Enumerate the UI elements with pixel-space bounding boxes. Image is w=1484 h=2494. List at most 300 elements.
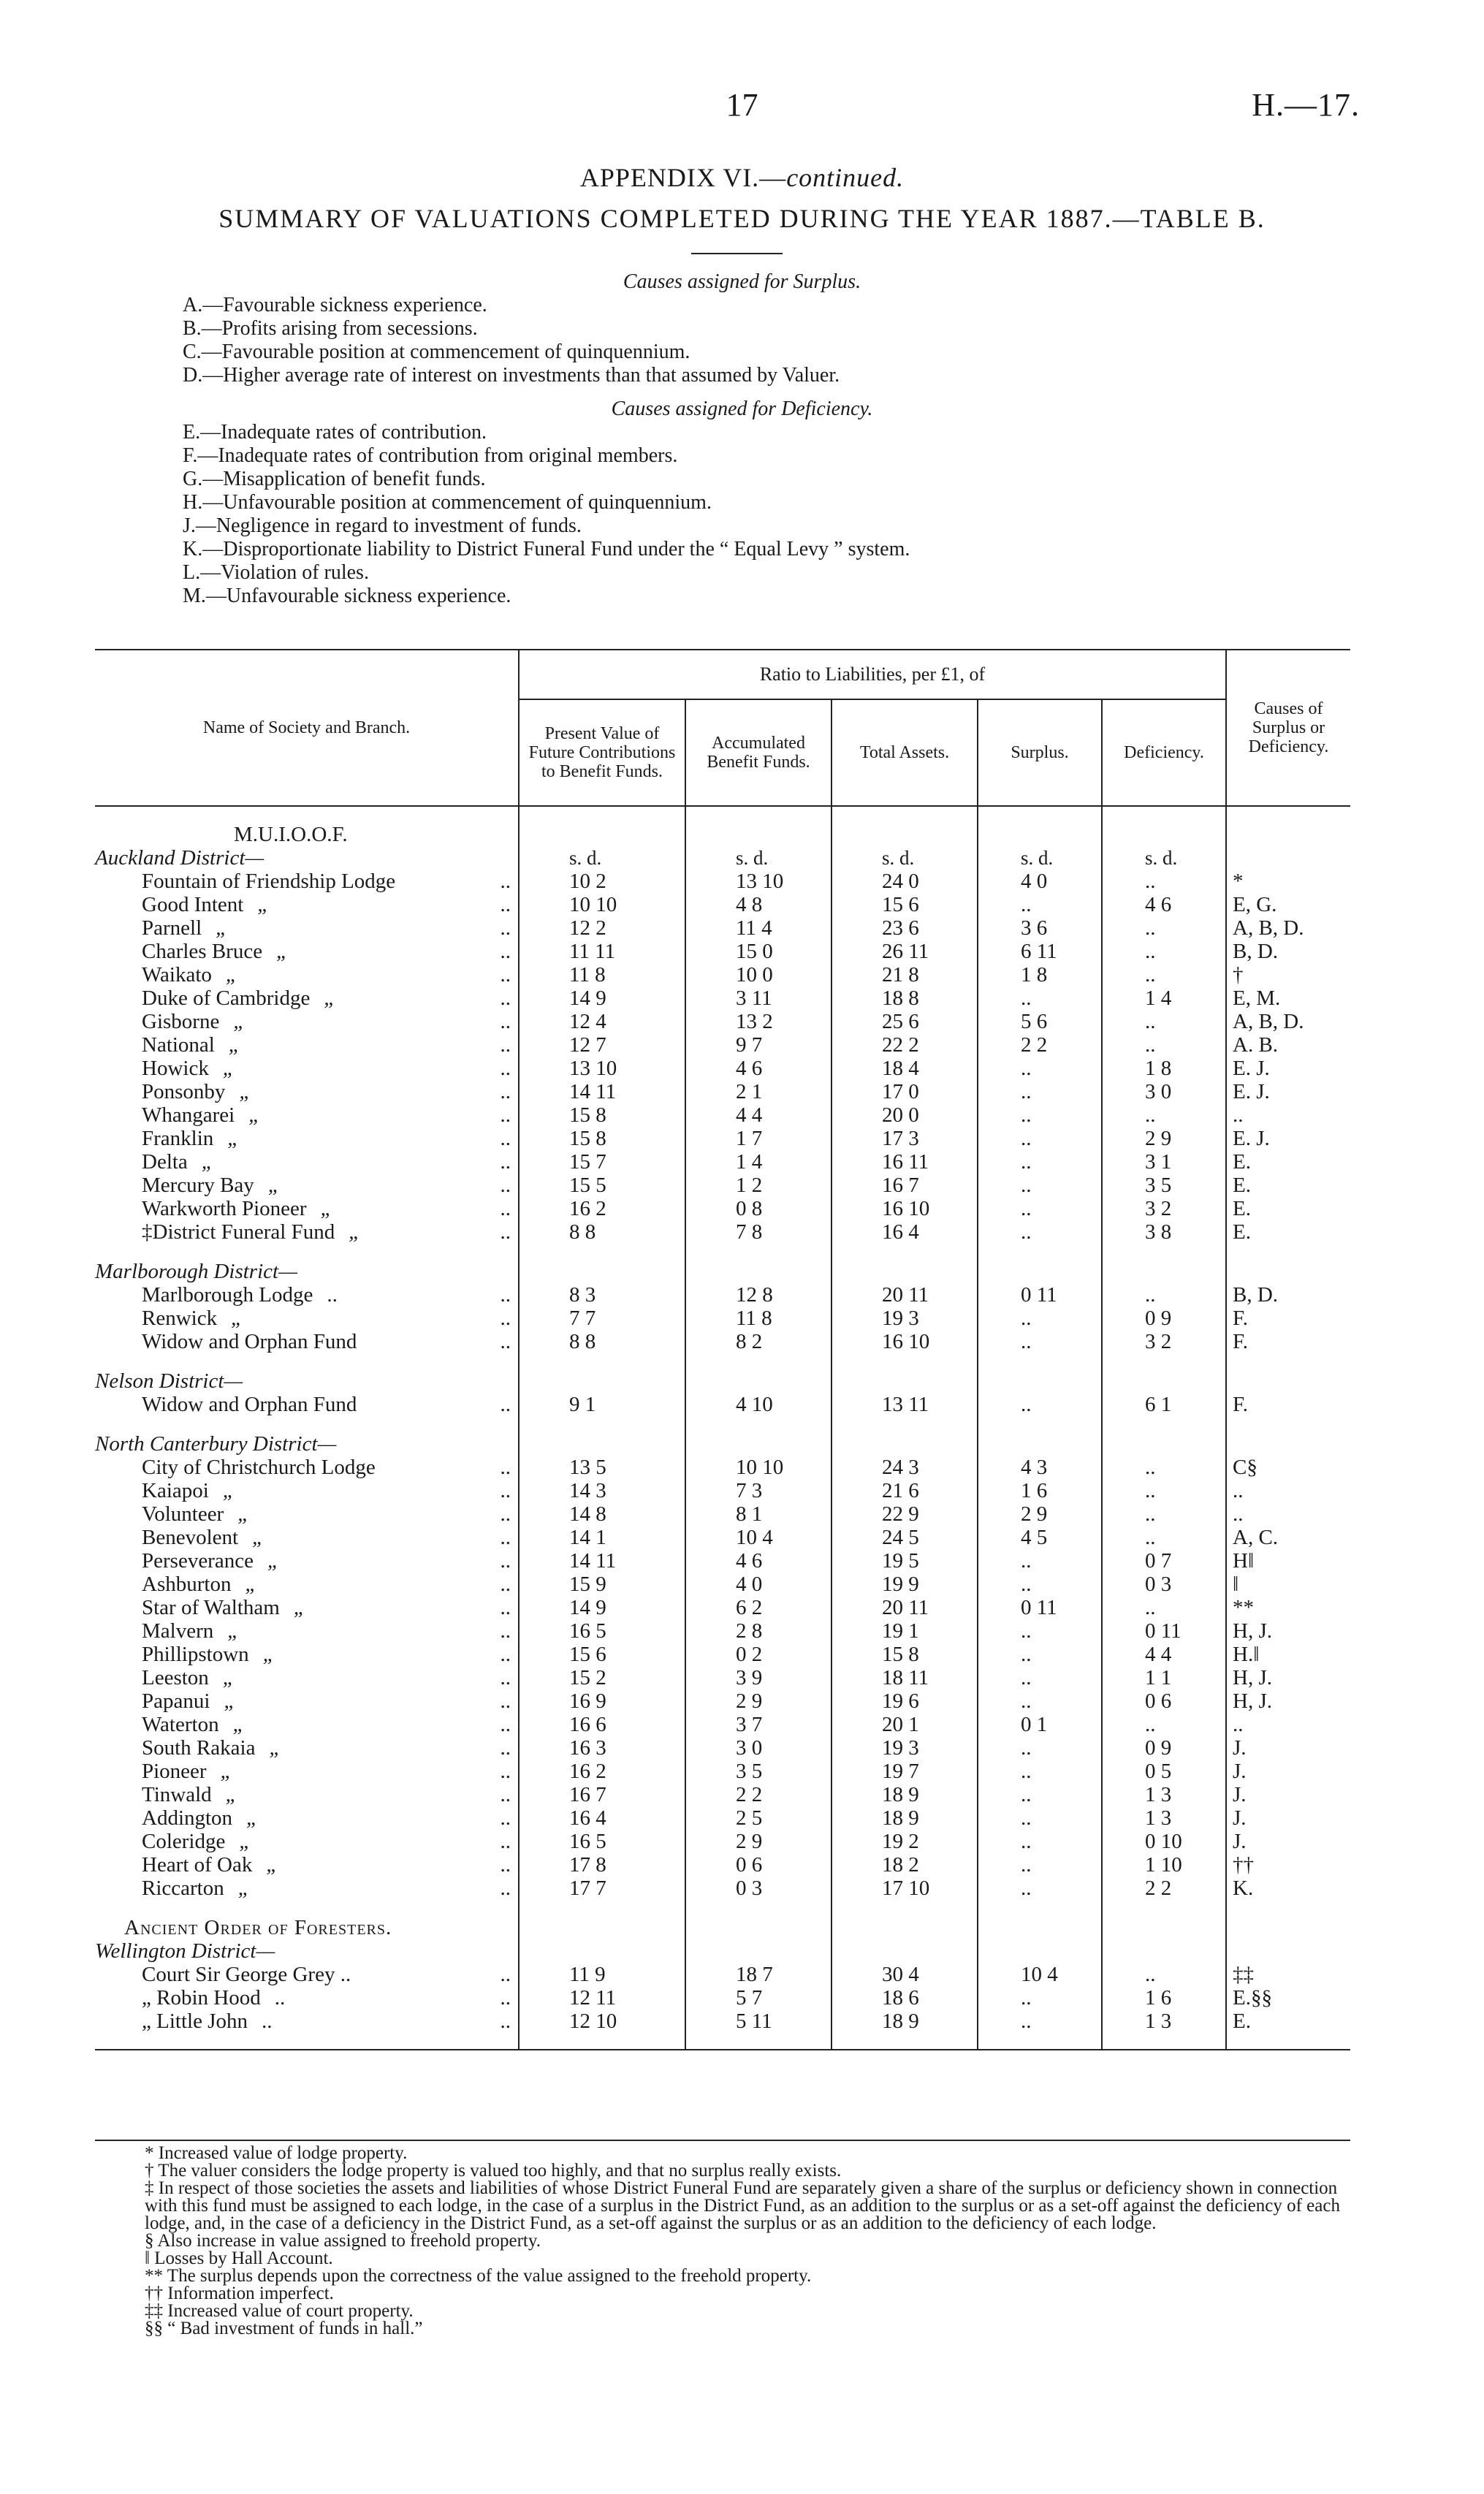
branch-name-cell — [95, 986, 519, 1010]
unit-label: s. d. — [1102, 846, 1226, 870]
branch-name-cell — [95, 1150, 519, 1174]
causes-value: A. B. — [1233, 1033, 1279, 1057]
future-contrib-value: 15 8 — [519, 1127, 685, 1150]
branch-name: South Rakaia — [142, 1736, 256, 1760]
branch-name: Ponsonby — [142, 1080, 226, 1103]
col-accum-header: Accumulated Benefit Funds. — [685, 699, 832, 806]
branch-name: ‡District Funeral Fund — [142, 1220, 335, 1244]
causes-value: ‖ — [1233, 1573, 1239, 1596]
future-contrib-value: 15 2 — [519, 1666, 685, 1689]
branch-name: Waikato — [142, 963, 212, 986]
surplus-value: .. — [978, 1393, 1102, 1416]
deficiency-value: 1 3 — [1102, 1783, 1226, 1806]
deficiency-value: 2 9 — [1102, 1127, 1226, 1150]
branch-name-cell — [95, 1736, 519, 1760]
deficiency-value: 3 2 — [1102, 1330, 1226, 1353]
accum-funds-value: 10 0 — [685, 963, 832, 986]
branch-name: Parnell — [142, 916, 202, 940]
footnote: ‖ Losses by Hall Account. — [145, 2248, 333, 2268]
leader-dots: .. — [500, 1103, 511, 1127]
ditto-mark: .. — [327, 1283, 338, 1307]
total-assets-value: 16 4 — [832, 1220, 978, 1244]
deficiency-value: 0 6 — [1102, 1689, 1226, 1713]
causes-value: .. — [1233, 1713, 1244, 1736]
district-heading: Wellington District— — [95, 1939, 519, 1963]
total-assets-value: 21 8 — [832, 963, 978, 986]
surplus-value: .. — [978, 1986, 1102, 2010]
deficiency-value: .. — [1102, 916, 1226, 940]
branch-name-cell — [95, 1502, 519, 1526]
unit-label: s. d. — [685, 846, 832, 870]
surplus-value: .. — [978, 1330, 1102, 1353]
table-row — [95, 1619, 1350, 1643]
leader-dots: .. — [500, 1197, 511, 1220]
table-row — [95, 1330, 1350, 1353]
ditto-mark: „ — [224, 1689, 236, 1713]
deficiency-value: .. — [1102, 1479, 1226, 1502]
table-row — [95, 916, 1350, 940]
deficiency-value: .. — [1102, 940, 1226, 963]
leader-dots: .. — [500, 1307, 511, 1330]
branch-name: Papanui — [142, 1689, 210, 1713]
deficiency-value: 1 1 — [1102, 1666, 1226, 1689]
ditto-mark: „ — [233, 1010, 246, 1033]
society-name: Ancient Order of Foresters. — [95, 1916, 519, 1939]
table-row — [95, 1220, 1350, 1244]
future-contrib-value: 12 11 — [519, 1986, 685, 2010]
accum-funds-value: 10 4 — [685, 1526, 832, 1549]
causes-value: J. — [1233, 1783, 1247, 1806]
future-contrib-value: 14 9 — [519, 986, 685, 1010]
future-contrib-value: 14 8 — [519, 1502, 685, 1526]
deficiency-value: .. — [1102, 1502, 1226, 1526]
table-row — [95, 1549, 1350, 1573]
col-name-header: Name of Society and Branch. — [95, 650, 519, 806]
future-contrib-value: 16 9 — [519, 1689, 685, 1713]
deficiency-cause: G.—Misapplication of benefit funds. — [183, 468, 486, 490]
future-contrib-value: 14 11 — [519, 1549, 685, 1573]
district-heading: North Canterbury District— — [95, 1432, 519, 1456]
branch-name: Renwick — [142, 1307, 218, 1330]
total-assets-value: 18 9 — [832, 2010, 978, 2033]
deficiency-cause: E.—Inadequate rates of contribution. — [183, 421, 487, 444]
branch-name-cell — [95, 1010, 519, 1033]
table-row — [95, 963, 1350, 986]
table-row — [95, 1806, 1350, 1830]
surplus-value: .. — [978, 1760, 1102, 1783]
accum-funds-value: 11 4 — [685, 916, 832, 940]
accum-funds-value: 4 4 — [685, 1103, 832, 1127]
deficiency-value: 0 11 — [1102, 1619, 1226, 1643]
ditto-mark: „ — [201, 1150, 213, 1174]
surplus-value: 4 0 — [978, 870, 1102, 893]
branch-name-cell — [95, 1307, 519, 1330]
district-heading: Nelson District— — [95, 1369, 519, 1393]
accum-funds-value: 7 3 — [685, 1479, 832, 1502]
leader-dots: .. — [500, 1283, 511, 1307]
accum-funds-value: 2 8 — [685, 1619, 832, 1643]
future-contrib-value: 10 10 — [519, 893, 685, 916]
ditto-mark: „ — [267, 1174, 280, 1197]
ditto-mark: „ — [349, 1220, 361, 1244]
surplus-value: .. — [978, 1643, 1102, 1666]
total-assets-value: 24 5 — [832, 1526, 978, 1549]
ditto-mark: „ — [246, 1806, 259, 1830]
surplus-value: .. — [978, 1549, 1102, 1573]
surplus-heading: Causes assigned for Surplus. — [623, 270, 861, 293]
leader-dots: .. — [500, 2010, 511, 2033]
total-assets-value: 18 2 — [832, 1853, 978, 1877]
causes-value: †† — [1233, 1853, 1254, 1877]
unit-label: s. d. — [978, 846, 1102, 870]
ditto-mark: „ — [266, 1853, 278, 1877]
future-contrib-value: 11 8 — [519, 963, 685, 986]
leader-dots: .. — [500, 1619, 511, 1643]
leader-dots: .. — [500, 1033, 511, 1057]
accum-funds-value: 12 8 — [685, 1283, 832, 1307]
branch-name: Howick — [142, 1057, 209, 1080]
leader-dots: .. — [500, 1736, 511, 1760]
branch-name-cell — [95, 1549, 519, 1573]
surplus-value: .. — [978, 1573, 1102, 1596]
accum-funds-value: 8 2 — [685, 1330, 832, 1353]
col-deficiency-header: Deficiency. — [1102, 699, 1226, 806]
ditto-mark: „ — [262, 1643, 275, 1666]
deficiency-value: .. — [1102, 1526, 1226, 1549]
table-body — [95, 806, 1350, 2050]
surplus-cause: C.—Favourable position at commencement of quinquennium. — [183, 341, 690, 363]
branch-name-cell — [95, 1573, 519, 1596]
table-row — [95, 1736, 1350, 1760]
total-assets-value: 15 8 — [832, 1643, 978, 1666]
branch-name: „ Little John — [142, 2010, 248, 2033]
leader-dots: .. — [500, 1080, 511, 1103]
deficiency-value: 0 9 — [1102, 1736, 1226, 1760]
table-row — [95, 1853, 1350, 1877]
causes-value: F. — [1233, 1330, 1249, 1353]
branch-name: Gisborne — [142, 1010, 220, 1033]
deficiency-value: 4 6 — [1102, 893, 1226, 916]
branch-name-cell — [95, 1033, 519, 1057]
branch-name-cell — [95, 1080, 519, 1103]
footnote: †† Information imperfect. — [145, 2284, 334, 2303]
deficiency-value: 1 10 — [1102, 1853, 1226, 1877]
table-row — [95, 1174, 1350, 1197]
accum-funds-value: 3 0 — [685, 1736, 832, 1760]
surplus-value: .. — [978, 1877, 1102, 1900]
future-contrib-value: 16 5 — [519, 1830, 685, 1853]
surplus-value: .. — [978, 1689, 1102, 1713]
branch-name: City of Christchurch Lodge — [142, 1456, 376, 1479]
branch-name-cell — [95, 1174, 519, 1197]
future-contrib-value: 14 3 — [519, 1479, 685, 1502]
accum-funds-value: 1 7 — [685, 1127, 832, 1150]
total-assets-value: 18 9 — [832, 1783, 978, 1806]
branch-name: Pioneer — [142, 1760, 207, 1783]
causes-value: B, D. — [1233, 940, 1279, 963]
table-row — [95, 1526, 1350, 1549]
future-contrib-value: 14 11 — [519, 1080, 685, 1103]
surplus-value: .. — [978, 1150, 1102, 1174]
deficiency-value: 1 6 — [1102, 1986, 1226, 2010]
branch-name-cell — [95, 1713, 519, 1736]
deficiency-value: .. — [1102, 1456, 1226, 1479]
total-assets-value: 18 9 — [832, 1806, 978, 1830]
causes-value: F. — [1233, 1307, 1249, 1330]
total-assets-value: 22 2 — [832, 1033, 978, 1057]
footnote-rule — [95, 2140, 1350, 2141]
surplus-value: 1 6 — [978, 1479, 1102, 1502]
deficiency-heading: Causes assigned for Deficiency. — [611, 398, 873, 420]
future-contrib-value: 9 1 — [519, 1393, 685, 1416]
deficiency-cause: K.—Disproportionate liability to District Funeral Fund under the “ Equal Levy ” system. — [183, 538, 910, 560]
deficiency-value: 2 2 — [1102, 1877, 1226, 1900]
accum-funds-value: 2 2 — [685, 1783, 832, 1806]
future-contrib-value: 12 7 — [519, 1033, 685, 1057]
branch-name: Star of Waltham — [142, 1596, 280, 1619]
col-future-header: Present Value of Future Contributions to Benefit Funds. — [519, 699, 685, 806]
ditto-mark: „ — [227, 1127, 240, 1150]
main-title: SUMMARY OF VALUATIONS COMPLETED DURING THE YEAR 1887.—TABLE B. — [218, 204, 1266, 233]
accum-funds-value: 10 10 — [685, 1456, 832, 1479]
accum-funds-value: 4 8 — [685, 893, 832, 916]
leader-dots: .. — [500, 1783, 511, 1806]
table-row — [95, 1596, 1350, 1619]
total-assets-value: 17 3 — [832, 1127, 978, 1150]
branch-name: Duke of Cambridge — [142, 986, 311, 1010]
deficiency-value: 1 3 — [1102, 2010, 1226, 2033]
ditto-mark: „ — [245, 1573, 257, 1596]
accum-funds-value: 2 9 — [685, 1689, 832, 1713]
accum-funds-value: 2 1 — [685, 1080, 832, 1103]
unit-label: s. d. — [832, 846, 978, 870]
total-assets-value: 26 11 — [832, 940, 978, 963]
leader-dots: .. — [500, 1150, 511, 1174]
leader-dots: .. — [500, 1502, 511, 1526]
appendix-continued: continued. — [786, 163, 905, 192]
future-contrib-value: 13 5 — [519, 1456, 685, 1479]
table-row — [95, 1393, 1350, 1416]
deficiency-value: 6 1 — [1102, 1393, 1226, 1416]
future-contrib-value: 11 11 — [519, 940, 685, 963]
ditto-mark: „ — [293, 1596, 305, 1619]
surplus-value: 2 2 — [978, 1033, 1102, 1057]
appendix-label: APPENDIX VI.— — [579, 163, 787, 192]
future-contrib-value: 8 8 — [519, 1220, 685, 1244]
branch-name-cell — [95, 940, 519, 963]
total-assets-value: 23 6 — [832, 916, 978, 940]
deficiency-cause: J.—Negligence in regard to investment of funds. — [183, 514, 582, 537]
accum-funds-value: 0 2 — [685, 1643, 832, 1666]
deficiency-value: .. — [1102, 870, 1226, 893]
accum-funds-value: 5 11 — [685, 2010, 832, 2033]
surplus-value: 4 3 — [978, 1456, 1102, 1479]
district-heading: Auckland District— — [95, 846, 519, 870]
total-assets-value: 20 11 — [832, 1596, 978, 1619]
branch-name-cell — [95, 1220, 519, 1244]
table-row — [95, 1103, 1350, 1127]
branch-name: Waterton — [142, 1713, 219, 1736]
causes-value: J. — [1233, 1806, 1247, 1830]
col-causes-header: Causes of Surplus or Deficiency. — [1226, 650, 1350, 806]
branch-name: Riccarton — [142, 1877, 224, 1900]
table-row — [95, 1713, 1350, 1736]
causes-value: J. — [1233, 1760, 1247, 1783]
table-row — [95, 1963, 1350, 1986]
total-assets-value: 16 10 — [832, 1330, 978, 1353]
ditto-mark: „ — [225, 963, 237, 986]
deficiency-value: 0 3 — [1102, 1573, 1226, 1596]
surplus-value: .. — [978, 1736, 1102, 1760]
branch-name-cell — [95, 1330, 519, 1353]
total-assets-value: 24 0 — [832, 870, 978, 893]
table-row — [95, 1830, 1350, 1853]
branch-name: Heart of Oak — [142, 1853, 253, 1877]
leader-dots: .. — [500, 1877, 511, 1900]
deficiency-value: 3 0 — [1102, 1080, 1226, 1103]
ditto-mark: „ — [248, 1103, 261, 1127]
table-row — [95, 1689, 1350, 1713]
causes-value: E. — [1233, 1174, 1251, 1197]
branch-name-cell — [95, 1666, 519, 1689]
table-row — [95, 1057, 1350, 1080]
causes-value: † — [1233, 963, 1244, 986]
future-contrib-value: 15 9 — [519, 1573, 685, 1596]
leader-dots: .. — [500, 1393, 511, 1416]
leader-dots: .. — [500, 986, 511, 1010]
ditto-mark: „ — [239, 1080, 251, 1103]
accum-funds-value: 2 9 — [685, 1830, 832, 1853]
future-contrib-value: 12 10 — [519, 2010, 685, 2033]
table-row — [95, 1877, 1350, 1900]
causes-value: .. — [1233, 1502, 1244, 1526]
leader-dots: .. — [500, 1853, 511, 1877]
total-assets-value: 19 1 — [832, 1619, 978, 1643]
footnote: § Also increase in value assigned to freehold property. — [145, 2231, 541, 2251]
causes-value: E, M. — [1233, 986, 1281, 1010]
total-assets-value: 20 0 — [832, 1103, 978, 1127]
deficiency-value: .. — [1102, 963, 1226, 986]
ditto-mark: „ — [227, 1619, 240, 1643]
leader-dots: .. — [500, 1713, 511, 1736]
surplus-value: .. — [978, 1057, 1102, 1080]
causes-value: .. — [1233, 1103, 1244, 1127]
branch-name: Good Intent — [142, 893, 244, 916]
total-assets-value: 25 6 — [832, 1010, 978, 1033]
branch-name-cell — [95, 1479, 519, 1502]
surplus-cause: D.—Higher average rate of interest on investments than that assumed by Valuer. — [183, 364, 840, 387]
branch-name: Franklin — [142, 1127, 214, 1150]
future-contrib-value: 15 7 — [519, 1150, 685, 1174]
branch-name: Warkworth Pioneer — [142, 1197, 307, 1220]
deficiency-cause: F.—Inadequate rates of contribution from original members. — [183, 444, 678, 467]
deficiency-value: .. — [1102, 1103, 1226, 1127]
accum-funds-value: 4 10 — [685, 1393, 832, 1416]
title-rule — [691, 253, 783, 254]
leader-dots: .. — [500, 1479, 511, 1502]
surplus-cause: A.—Favourable sickness experience. — [183, 294, 487, 316]
total-assets-value: 21 6 — [832, 1479, 978, 1502]
surplus-value: 0 1 — [978, 1713, 1102, 1736]
surplus-value: .. — [978, 1103, 1102, 1127]
deficiency-value: 0 7 — [1102, 1549, 1226, 1573]
causes-value: H.‖ — [1233, 1643, 1260, 1666]
total-assets-value: 19 9 — [832, 1573, 978, 1596]
table-row — [95, 1150, 1350, 1174]
col-surplus-header: Surplus. — [978, 699, 1102, 806]
leader-dots: .. — [500, 1573, 511, 1596]
causes-value: C§ — [1233, 1456, 1257, 1479]
accum-funds-value: 7 8 — [685, 1220, 832, 1244]
page-number: 17 — [726, 87, 758, 123]
causes-value: E. — [1233, 1197, 1251, 1220]
branch-name-cell — [95, 1689, 519, 1713]
total-assets-value: 20 11 — [832, 1283, 978, 1307]
deficiency-cause: L.—Violation of rules. — [183, 561, 369, 584]
col-total-header: Total Assets. — [832, 699, 978, 806]
leader-dots: .. — [500, 1666, 511, 1689]
causes-value: J. — [1233, 1736, 1247, 1760]
total-assets-value: 19 6 — [832, 1689, 978, 1713]
future-contrib-value: 8 8 — [519, 1330, 685, 1353]
future-contrib-value: 12 2 — [519, 916, 685, 940]
future-contrib-value: 10 2 — [519, 870, 685, 893]
surplus-value: .. — [978, 1619, 1102, 1643]
ditto-mark: „ — [232, 1713, 245, 1736]
accum-funds-value: 0 8 — [685, 1197, 832, 1220]
total-assets-value: 24 3 — [832, 1456, 978, 1479]
branch-name-cell — [95, 1197, 519, 1220]
branch-name-cell — [95, 1783, 519, 1806]
surplus-value: .. — [978, 1174, 1102, 1197]
surplus-value: 2 9 — [978, 1502, 1102, 1526]
appendix-title — [0, 162, 1484, 193]
surplus-value: .. — [978, 1220, 1102, 1244]
accum-funds-value: 13 10 — [685, 870, 832, 893]
causes-value: E. J. — [1233, 1057, 1270, 1080]
surplus-value: .. — [978, 2010, 1102, 2033]
causes-value: ** — [1233, 1596, 1254, 1619]
table-row — [95, 1479, 1350, 1502]
branch-name: Leeston — [142, 1666, 209, 1689]
leader-dots: .. — [500, 1057, 511, 1080]
accum-funds-value: 3 5 — [685, 1760, 832, 1783]
table-row — [95, 940, 1350, 963]
deficiency-value: 0 5 — [1102, 1760, 1226, 1783]
surplus-value: .. — [978, 1127, 1102, 1150]
page-header — [0, 86, 1484, 137]
deficiency-value: 4 4 — [1102, 1643, 1226, 1666]
surplus-value: 0 11 — [978, 1596, 1102, 1619]
branch-name: Tinwald — [142, 1783, 212, 1806]
accum-funds-value: 15 0 — [685, 940, 832, 963]
society-name: M.U.I.O.O.F. — [95, 823, 519, 846]
ditto-mark: „ — [252, 1526, 265, 1549]
ditto-mark: „ — [276, 940, 289, 963]
total-assets-value: 30 4 — [832, 1963, 978, 1986]
branch-name: Court Sir George Grey .. — [142, 1963, 351, 1986]
table-row — [95, 1197, 1350, 1220]
branch-name-cell — [95, 1830, 519, 1853]
leader-dots: .. — [500, 1456, 511, 1479]
table-row — [95, 1307, 1350, 1330]
valuation-table — [95, 649, 1350, 2050]
table-row — [95, 1127, 1350, 1150]
total-assets-value: 17 0 — [832, 1080, 978, 1103]
causes-value: H, J. — [1233, 1666, 1272, 1689]
branch-name-cell — [95, 1619, 519, 1643]
surplus-value: .. — [978, 1666, 1102, 1689]
